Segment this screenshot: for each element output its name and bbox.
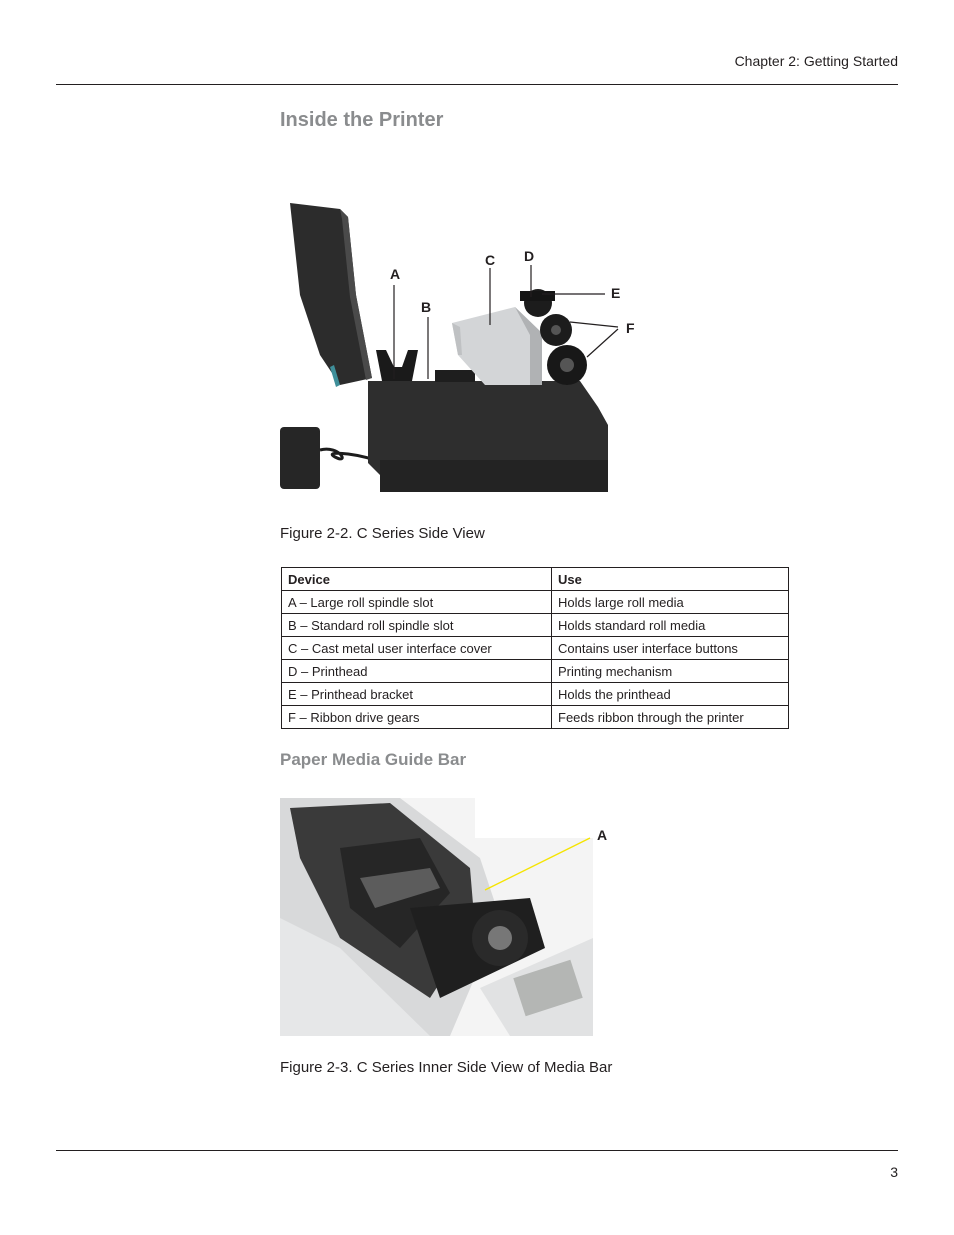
callout-b: B [421, 299, 432, 315]
table-cell-use: Holds standard roll media [552, 614, 789, 637]
page-number: 3 [890, 1164, 898, 1180]
table-cell-device: D – Printhead [282, 660, 552, 683]
table-header-use: Use [552, 568, 789, 591]
header-rule [56, 84, 898, 85]
callout-d: D [524, 248, 535, 264]
media-bar-inner-view-figure [280, 798, 625, 1036]
callout-a: A [597, 827, 608, 843]
table-row [282, 706, 789, 729]
table-cell-device: F – Ribbon drive gears [282, 706, 552, 729]
table-header-row [282, 568, 789, 591]
table-row [282, 660, 789, 683]
figure-2-3-caption: Figure 2-3. C Series Inner Side View of Media Bar [280, 1059, 613, 1076]
table-cell-use: Holds large roll media [552, 591, 789, 614]
callout-line-f1 [570, 322, 618, 327]
media-bar-inner-view-photo [280, 798, 593, 1036]
section-title-inside-printer: Inside the Printer [280, 109, 444, 131]
table-cell-device: B – Standard roll spindle slot [282, 614, 552, 637]
callout-a: A [390, 266, 401, 282]
callout-f: F [626, 320, 635, 336]
callout-c: C [485, 252, 496, 268]
table-cell-use: Feeds ribbon through the printer [552, 706, 789, 729]
table-row [282, 683, 789, 706]
running-header: Chapter 2: Getting Started [734, 53, 898, 69]
table-row [282, 637, 789, 660]
table-cell-device: E – Printhead bracket [282, 683, 552, 706]
table-header-device: Device [282, 568, 552, 591]
table-cell-use: Holds the printhead [552, 683, 789, 706]
table-cell-use: Contains user interface buttons [552, 637, 789, 660]
table-row [282, 591, 789, 614]
printer-side-view-photo [280, 203, 608, 492]
callout-line-f2 [587, 329, 618, 357]
figure-2-2-caption: Figure 2-2. C Series Side View [280, 525, 485, 542]
table-cell-device: C – Cast metal user interface cover [282, 637, 552, 660]
footer-rule [56, 1150, 898, 1151]
table-cell-use: Printing mechanism [552, 660, 789, 683]
table-row [282, 614, 789, 637]
printer-side-view-figure [280, 195, 680, 500]
table-cell-device: A – Large roll spindle slot [282, 591, 552, 614]
device-use-table [281, 567, 789, 729]
section-title-paper-media-guide-bar: Paper Media Guide Bar [280, 750, 467, 769]
callout-e: E [611, 285, 621, 301]
